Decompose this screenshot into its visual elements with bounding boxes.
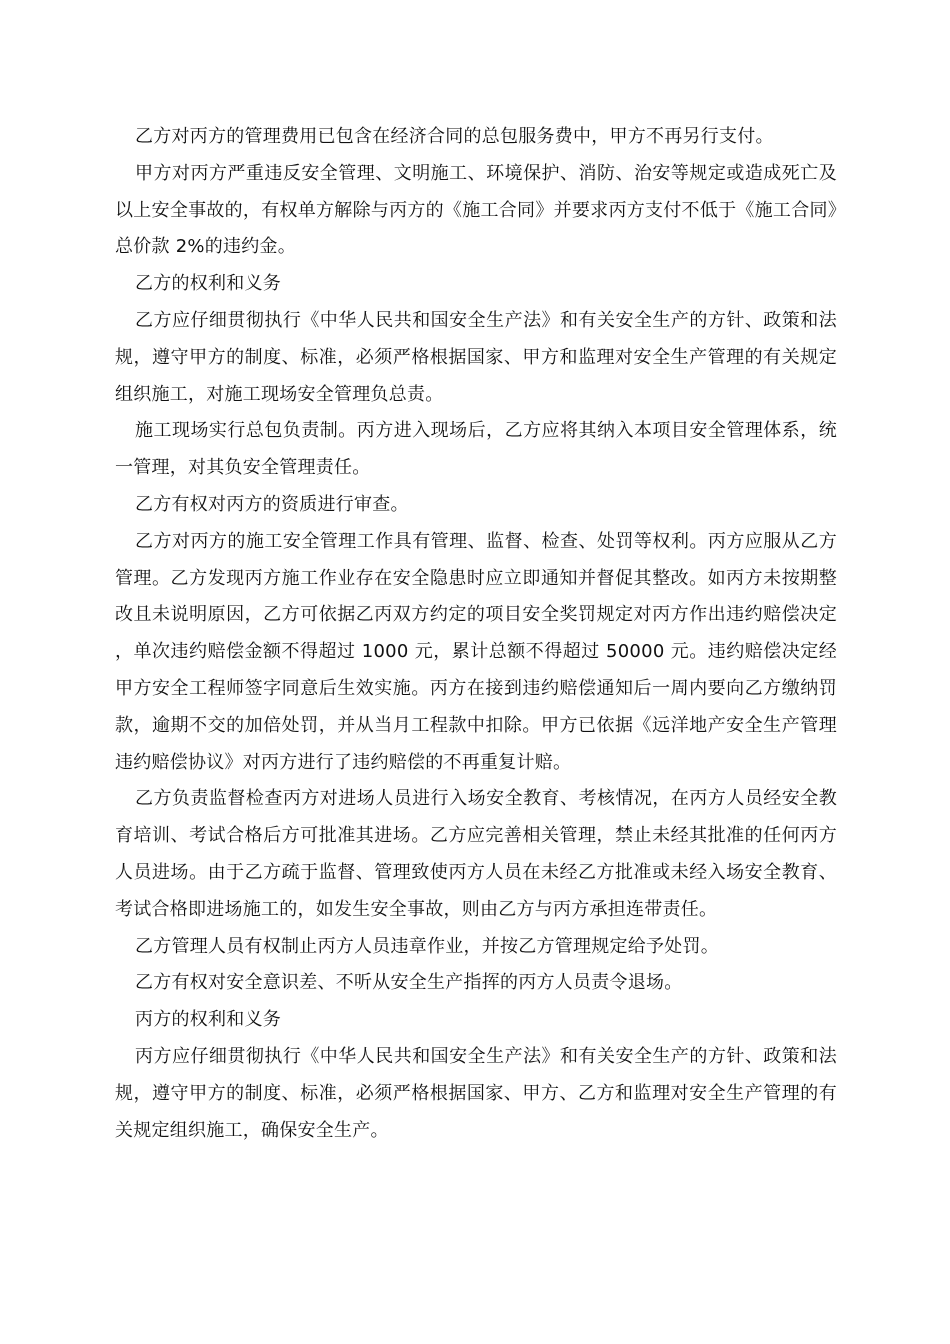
- section-heading-party-b-rights: 乙方的权利和义务: [135, 273, 281, 295]
- paragraph-qualification-review: 乙方有权对丙方的资质进行审查。: [135, 493, 409, 515]
- paragraph-contract-termination: 甲方对丙方严重违反安全管理、文明施工、环境保护、消防、治安等规定或造成死亡及以上安全事故的，有权单方解除与丙方的《施工合同》并要求丙方支付不低于《施工合同》总价款 2%的违约金。: [115, 162, 837, 258]
- paragraph-order-exit: 乙方有权对安全意识差、不听从安全生产指挥的丙方人员责令退场。: [135, 972, 683, 994]
- document-body: [115, 119, 837, 1149]
- paragraph-management-fee: 乙方对丙方的管理费用已包含在经济合同的总包服务费中，甲方不再另行支付。: [135, 126, 774, 147]
- paragraph-stop-violations: 乙方管理人员有权制止丙方人员违章作业，并按乙方管理规定给予处罚。: [135, 935, 719, 957]
- paragraph-party-c-safety-law: 丙方应仔细贯彻执行《中华人民共和国安全生产法》和有关安全生产的方针、政策和法规，遵守甲方的制度、标准，必须严格根据国家、甲方、乙方和监理对安全生产管理的有关规定组织施工，确保安全生产。: [115, 1045, 837, 1141]
- paragraph-supervision-penalty: 乙方对丙方的施工安全管理工作具有管理、监督、检查、处罚等权利。丙方应服从乙方管理。乙方发现丙方施工作业存在安全隐患时应立即通知并督促其整改。如丙方未按期整改且未说明原因，乙方可依据乙丙双方约定的项目安全奖罚规定对丙方作出违约赔偿决定，单次违约赔偿金额不得超过 1000 元，累计总额不得超过 50000 元。违约赔偿决定经甲方安全工程师签字同意后生效实施。丙方在接到违约赔偿通知后一周内要向乙方缴纳罚款，逾期不交的加倍处罚，并从当月工程款中扣除。甲方已依据《远洋地产安全生产管理违约赔偿协议》对丙方进行了违约赔偿的不再重复计赔。: [115, 530, 837, 773]
- paragraph-safety-education: 乙方负责监督检查丙方对进场人员进行入场安全教育、考核情况，在丙方人员经安全教育培训、考试合格后方可批准其进场。乙方应完善相关管理，禁止未经其批准的任何丙方人员进场。由于乙方疏于监督、管理致使丙方人员在未经乙方批准或未经入场安全教育、考试合格即进场施工的，如发生安全事故，则由乙方与丙方承担连带责任。: [115, 788, 837, 920]
- section-heading-party-c-rights: 丙方的权利和义务: [135, 1009, 281, 1031]
- paragraph-party-b-safety-law: 乙方应仔细贯彻执行《中华人民共和国安全生产法》和有关安全生产的方针、政策和法规，遵守甲方的制度、标准，必须严格根据国家、甲方和监理对安全生产管理的有关规定组织施工，对施工现场安全管理负总责。: [115, 309, 837, 405]
- paragraph-general-contractor-responsibility: 施工现场实行总包负责制。丙方进入现场后，乙方应将其纳入本项目安全管理体系，统一管理，对其负安全管理责任。: [115, 420, 837, 479]
